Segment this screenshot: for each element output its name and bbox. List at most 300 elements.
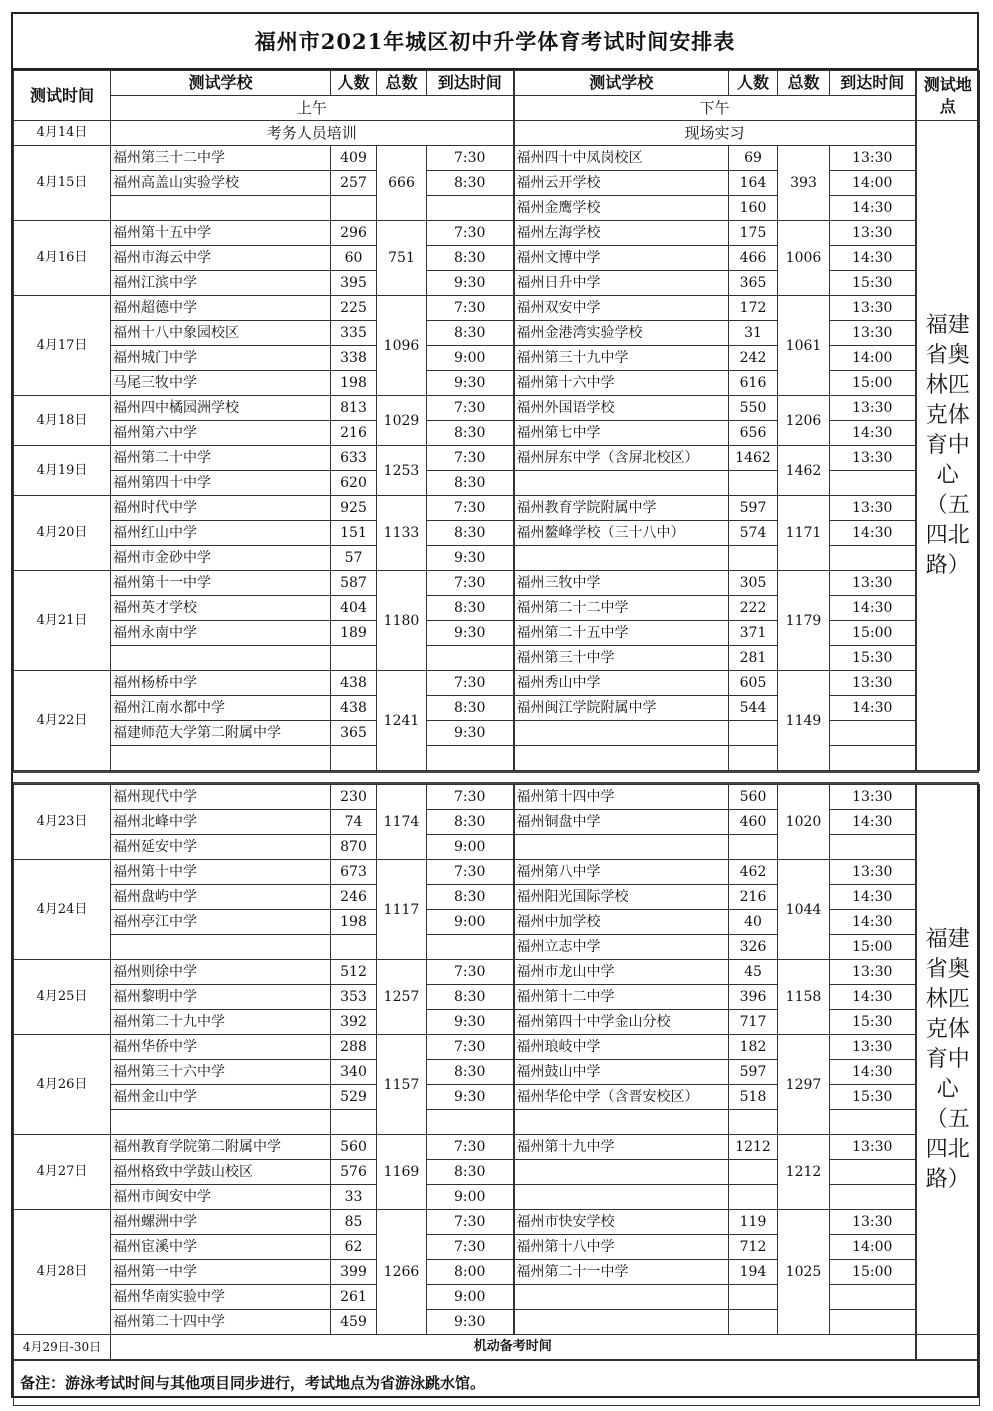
pm-count [729, 1160, 778, 1185]
pm-count: 45 [729, 960, 778, 985]
am-count: 673 [331, 860, 377, 885]
table-row [14, 1110, 980, 1135]
training-pm: 现场实习 [514, 121, 916, 146]
pm-count [729, 1310, 778, 1335]
am-arrive-time: 9:00 [427, 1185, 514, 1210]
table-row [14, 785, 980, 810]
pm-school: 福州市快安学校 [514, 1210, 729, 1235]
am-arrive-time: 9:30 [427, 721, 514, 746]
table-row [14, 935, 980, 960]
pm-total: 1212 [778, 1135, 830, 1210]
am-arrive-time: 8:30 [427, 1060, 514, 1085]
pm-count: 717 [729, 1010, 778, 1035]
pm-school [514, 546, 729, 571]
header-am-total: 总数 [377, 71, 427, 96]
am-total: 1180 [377, 571, 427, 671]
pm-arrive-time: 13:30 [830, 296, 916, 321]
am-school: 福州第十中学 [111, 860, 331, 885]
pm-count: 574 [729, 521, 778, 546]
table-row [14, 1285, 980, 1310]
pm-count: 216 [729, 885, 778, 910]
am-arrive-time: 7:30 [427, 396, 514, 421]
pm-arrive-time: 14:30 [830, 521, 916, 546]
am-count: 392 [331, 1010, 377, 1035]
pm-arrive-time: 13:30 [830, 860, 916, 885]
am-arrive-time: 8:30 [427, 171, 514, 196]
header-afternoon: 下午 [514, 96, 916, 121]
page-title: 福州市2021年城区初中升学体育考试时间安排表 [13, 14, 977, 70]
schedule-table-part2 [13, 784, 980, 1406]
table-row [14, 835, 980, 860]
pm-total: 1206 [778, 396, 830, 446]
pm-school [514, 471, 729, 496]
am-school: 福州江滨中学 [111, 271, 331, 296]
day-date: 4月17日 [14, 296, 111, 396]
am-count: 587 [331, 571, 377, 596]
pm-arrive-time: 13:30 [830, 496, 916, 521]
training-date: 4月14日 [14, 121, 111, 146]
am-school: 福州亭江中学 [111, 910, 331, 935]
pm-count: 544 [729, 696, 778, 721]
pm-school: 福州立志中学 [514, 935, 729, 960]
pm-school: 福州第三十九中学 [514, 346, 729, 371]
table-row [14, 1085, 980, 1110]
pm-arrive-time: 15:30 [830, 271, 916, 296]
pm-school [514, 1185, 729, 1210]
pm-school: 福州第二十五中学 [514, 621, 729, 646]
page-break [13, 771, 979, 784]
table-row [14, 596, 980, 621]
table-row [14, 171, 980, 196]
pm-arrive-time: 14:30 [830, 1060, 916, 1085]
header-test-time: 测试时间 [14, 71, 111, 121]
pm-school: 福州三牧中学 [514, 571, 729, 596]
day-date: 4月23日 [14, 785, 111, 860]
am-school [111, 196, 331, 221]
am-count: 512 [331, 960, 377, 985]
pm-count: 194 [729, 1260, 778, 1285]
am-arrive-time: 8:30 [427, 421, 514, 446]
am-school: 福州第三十二中学 [111, 146, 331, 171]
am-school: 福州第一中学 [111, 1260, 331, 1285]
pm-arrive-time: 13:30 [830, 221, 916, 246]
am-arrive-time: 8:30 [427, 1160, 514, 1185]
pm-school: 福州第十二中学 [514, 985, 729, 1010]
am-arrive-time: 8:00 [427, 1260, 514, 1285]
pm-count: 712 [729, 1235, 778, 1260]
am-count: 60 [331, 246, 377, 271]
am-arrive-time: 8:30 [427, 810, 514, 835]
am-school: 福州市海云中学 [111, 246, 331, 271]
header-morning: 上午 [111, 96, 514, 121]
table-row [14, 960, 980, 985]
am-school: 福州第二十中学 [111, 446, 331, 471]
pm-school: 福州左海学校 [514, 221, 729, 246]
pm-total: 1020 [778, 785, 830, 860]
am-arrive-time: 7:30 [427, 785, 514, 810]
pm-count: 172 [729, 296, 778, 321]
pm-count: 305 [729, 571, 778, 596]
am-count: 353 [331, 985, 377, 1010]
am-count: 870 [331, 835, 377, 860]
am-school: 福州教育学院第二附属中学 [111, 1135, 331, 1160]
pm-school: 福州阳光国际学校 [514, 885, 729, 910]
table-row [14, 346, 980, 371]
day-date: 4月21日 [14, 571, 111, 671]
am-school: 福州四中橘园洲学校 [111, 396, 331, 421]
am-count: 925 [331, 496, 377, 521]
pm-count: 462 [729, 860, 778, 885]
am-arrive-time: 9:30 [427, 271, 514, 296]
header-location: 测试地点 [916, 71, 980, 121]
am-count: 338 [331, 346, 377, 371]
pm-school: 福州第二十一中学 [514, 1260, 729, 1285]
am-arrive-time: 8:30 [427, 321, 514, 346]
reserve-text: 机动备考时间 [111, 1335, 916, 1361]
am-total: 1174 [377, 785, 427, 860]
pm-arrive-time [830, 835, 916, 860]
am-count [331, 935, 377, 960]
table-row [14, 546, 980, 571]
am-count: 438 [331, 671, 377, 696]
am-arrive-time: 8:30 [427, 521, 514, 546]
am-count: 85 [331, 1210, 377, 1235]
am-count: 576 [331, 1160, 377, 1185]
pm-arrive-time: 14:30 [830, 596, 916, 621]
day-date: 4月28日 [14, 1210, 111, 1335]
pm-arrive-time [830, 546, 916, 571]
am-total: 1029 [377, 396, 427, 446]
am-arrive-time [427, 935, 514, 960]
am-arrive-time: 9:30 [427, 621, 514, 646]
pm-total: 1044 [778, 860, 830, 960]
am-school: 福州第十五中学 [111, 221, 331, 246]
am-total: 1253 [377, 446, 427, 496]
am-total: 1157 [377, 1035, 427, 1135]
pm-arrive-time [830, 1310, 916, 1335]
am-arrive-time: 9:30 [427, 371, 514, 396]
pm-school [514, 835, 729, 860]
pm-count: 605 [729, 671, 778, 696]
pm-arrive-time: 15:00 [830, 1260, 916, 1285]
am-arrive-time [427, 196, 514, 221]
pm-school: 福州金鹰学校 [514, 196, 729, 221]
pm-total: 1149 [778, 671, 830, 771]
am-arrive-time: 7:30 [427, 446, 514, 471]
am-count: 404 [331, 596, 377, 621]
pm-count [729, 721, 778, 746]
pm-count: 31 [729, 321, 778, 346]
schedule-sheet [11, 12, 979, 1398]
am-total: 666 [377, 146, 427, 221]
table-row [14, 1260, 980, 1285]
pm-arrive-time: 13:30 [830, 1035, 916, 1060]
table-row [14, 221, 980, 246]
pm-count: 326 [729, 935, 778, 960]
am-arrive-time: 7:30 [427, 221, 514, 246]
pm-school: 福州第十九中学 [514, 1135, 729, 1160]
pm-count: 40 [729, 910, 778, 935]
pm-count: 656 [729, 421, 778, 446]
am-count: 395 [331, 271, 377, 296]
pm-count: 182 [729, 1035, 778, 1060]
pm-arrive-time [830, 1110, 916, 1135]
table-row [14, 671, 980, 696]
am-count: 399 [331, 1260, 377, 1285]
am-school: 福州永南中学 [111, 621, 331, 646]
am-school: 福州华南实验中学 [111, 1285, 331, 1310]
am-arrive-time: 8:30 [427, 696, 514, 721]
table-row [14, 810, 980, 835]
day-date: 4月19日 [14, 446, 111, 496]
am-count: 198 [331, 910, 377, 935]
table-row [14, 371, 980, 396]
pm-school: 福州教育学院附属中学 [514, 496, 729, 521]
am-arrive-time: 8:30 [427, 885, 514, 910]
table-row [14, 396, 980, 421]
reserve-location-empty [916, 1335, 980, 1361]
header-am-arrive: 到达时间 [427, 71, 514, 96]
am-count: 198 [331, 371, 377, 396]
pm-count: 597 [729, 496, 778, 521]
pm-school: 福州鼓山中学 [514, 1060, 729, 1085]
am-count: 813 [331, 396, 377, 421]
am-arrive-time: 9:30 [427, 1010, 514, 1035]
pm-count: 1462 [729, 446, 778, 471]
am-count: 151 [331, 521, 377, 546]
pm-school: 福州铜盘中学 [514, 810, 729, 835]
am-school: 福州市金砂中学 [111, 546, 331, 571]
am-count: 459 [331, 1310, 377, 1335]
pm-count [729, 1110, 778, 1135]
am-school: 福州华侨中学 [111, 1035, 331, 1060]
am-arrive-time: 9:30 [427, 1310, 514, 1335]
am-count: 74 [331, 810, 377, 835]
table-row [14, 321, 980, 346]
am-count: 365 [331, 721, 377, 746]
am-count: 261 [331, 1285, 377, 1310]
pm-arrive-time [830, 1160, 916, 1185]
pm-arrive-time: 13:30 [830, 146, 916, 171]
table-row [14, 421, 980, 446]
pm-total: 393 [778, 146, 830, 221]
am-count: 438 [331, 696, 377, 721]
pm-school: 福州云开学校 [514, 171, 729, 196]
pm-count [729, 546, 778, 571]
am-school: 福州市闽安中学 [111, 1185, 331, 1210]
pm-total: 1297 [778, 1035, 830, 1135]
am-count [331, 196, 377, 221]
table-row [14, 646, 980, 671]
pm-arrive-time: 13:30 [830, 1210, 916, 1235]
am-school: 福州超德中学 [111, 296, 331, 321]
pm-arrive-time: 14:30 [830, 910, 916, 935]
pm-count [729, 746, 778, 771]
am-school: 福州第四十中学 [111, 471, 331, 496]
am-school: 福州第三十六中学 [111, 1060, 331, 1085]
am-count: 230 [331, 785, 377, 810]
location-cell: 福建省奥林匹克体育中心（五四北路） [916, 785, 980, 1335]
am-school: 福州北峰中学 [111, 810, 331, 835]
pm-total: 1025 [778, 1210, 830, 1335]
am-count: 257 [331, 171, 377, 196]
am-arrive-time: 9:30 [427, 546, 514, 571]
header-pm-school: 测试学校 [514, 71, 729, 96]
am-arrive-time: 7:30 [427, 146, 514, 171]
table-row [14, 746, 980, 771]
table-row [14, 146, 980, 171]
am-total: 751 [377, 221, 427, 296]
am-school [111, 935, 331, 960]
am-school: 福州格致中学鼓山校区 [111, 1160, 331, 1185]
pm-school: 福州金港湾实验学校 [514, 321, 729, 346]
pm-arrive-time: 14:00 [830, 346, 916, 371]
table-row [14, 296, 980, 321]
am-count: 225 [331, 296, 377, 321]
am-school [111, 746, 331, 771]
table-row [14, 860, 980, 885]
am-arrive-time: 9:00 [427, 346, 514, 371]
am-arrive-time [427, 646, 514, 671]
header-pm-arrive: 到达时间 [830, 71, 916, 96]
pm-arrive-time: 13:30 [830, 396, 916, 421]
am-school: 福州盘屿中学 [111, 885, 331, 910]
location-cell: 福建省奥林匹克体育中心（五四北路） [916, 121, 980, 771]
table-row [14, 1035, 980, 1060]
pm-school: 福州第十八中学 [514, 1235, 729, 1260]
day-date: 4月15日 [14, 146, 111, 221]
training-am: 考务人员培训 [111, 121, 514, 146]
am-count: 335 [331, 321, 377, 346]
pm-count: 281 [729, 646, 778, 671]
am-arrive-time: 7:30 [427, 571, 514, 596]
pm-school: 福州第七中学 [514, 421, 729, 446]
am-school: 马尾三牧中学 [111, 371, 331, 396]
am-arrive-time: 8:30 [427, 596, 514, 621]
pm-count [729, 835, 778, 860]
table-row [14, 246, 980, 271]
pm-count: 597 [729, 1060, 778, 1085]
pm-arrive-time: 13:30 [830, 321, 916, 346]
am-arrive-time: 7:30 [427, 496, 514, 521]
am-arrive-time: 8:30 [427, 985, 514, 1010]
pm-count: 560 [729, 785, 778, 810]
header-pm-total: 总数 [778, 71, 830, 96]
pm-count: 460 [729, 810, 778, 835]
pm-school: 福州第十六中学 [514, 371, 729, 396]
table-row [14, 696, 980, 721]
am-school: 福州时代中学 [111, 496, 331, 521]
am-school: 福州第二十九中学 [111, 1010, 331, 1035]
pm-school: 福州日升中学 [514, 271, 729, 296]
pm-arrive-time [830, 721, 916, 746]
am-arrive-time: 7:30 [427, 1210, 514, 1235]
table-row [14, 471, 980, 496]
am-school [111, 1110, 331, 1135]
pm-school: 福州华伦中学（含晋安校区） [514, 1085, 729, 1110]
am-count: 288 [331, 1035, 377, 1060]
am-school: 福州红山中学 [111, 521, 331, 546]
am-count: 529 [331, 1085, 377, 1110]
am-arrive-time: 9:30 [427, 1085, 514, 1110]
pm-arrive-time: 14:30 [830, 885, 916, 910]
pm-count: 164 [729, 171, 778, 196]
pm-count: 550 [729, 396, 778, 421]
am-total: 1169 [377, 1135, 427, 1210]
pm-school: 福州第十四中学 [514, 785, 729, 810]
day-date: 4月18日 [14, 396, 111, 446]
am-arrive-time: 7:30 [427, 1135, 514, 1160]
am-arrive-time: 8:30 [427, 246, 514, 271]
day-date: 4月27日 [14, 1135, 111, 1210]
pm-school: 福州市龙山中学 [514, 960, 729, 985]
am-arrive-time: 9:00 [427, 1285, 514, 1310]
pm-count: 466 [729, 246, 778, 271]
am-school: 福州黎明中学 [111, 985, 331, 1010]
table-row [14, 1060, 980, 1085]
am-arrive-time: 8:30 [427, 471, 514, 496]
am-arrive-time: 9:00 [427, 910, 514, 935]
pm-school: 福州鳌峰学校（三十八中） [514, 521, 729, 546]
am-total: 1257 [377, 960, 427, 1035]
pm-school [514, 721, 729, 746]
am-school: 福州高盖山实验学校 [111, 171, 331, 196]
pm-total: 1158 [778, 960, 830, 1035]
table-row [14, 1235, 980, 1260]
pm-count: 518 [729, 1085, 778, 1110]
table-row [14, 1160, 980, 1185]
day-date: 4月25日 [14, 960, 111, 1035]
pm-school: 福州第二十二中学 [514, 596, 729, 621]
am-school: 福建师范大学第二附属中学 [111, 721, 331, 746]
pm-arrive-time: 15:00 [830, 371, 916, 396]
pm-school: 福州四十中凤岗校区 [514, 146, 729, 171]
pm-school [514, 1160, 729, 1185]
am-arrive-time: 7:30 [427, 296, 514, 321]
pm-count: 119 [729, 1210, 778, 1235]
am-arrive-time: 7:30 [427, 671, 514, 696]
pm-count: 616 [729, 371, 778, 396]
pm-arrive-time [830, 1285, 916, 1310]
am-count: 57 [331, 546, 377, 571]
am-count: 620 [331, 471, 377, 496]
am-arrive-time: 7:30 [427, 860, 514, 885]
am-school: 福州金山中学 [111, 1085, 331, 1110]
am-arrive-time [427, 746, 514, 771]
table-row [14, 621, 980, 646]
pm-arrive-time: 14:30 [830, 810, 916, 835]
am-arrive-time: 7:30 [427, 1035, 514, 1060]
am-count: 62 [331, 1235, 377, 1260]
am-count: 340 [331, 1060, 377, 1085]
pm-count: 242 [729, 346, 778, 371]
pm-school: 福州屏东中学（含屏北校区） [514, 446, 729, 471]
pm-count: 371 [729, 621, 778, 646]
pm-count [729, 1285, 778, 1310]
table-row [14, 271, 980, 296]
table-row [14, 1010, 980, 1035]
pm-arrive-time: 15:30 [830, 1085, 916, 1110]
pm-total: 1061 [778, 296, 830, 396]
pm-arrive-time: 15:00 [830, 621, 916, 646]
am-count [331, 646, 377, 671]
pm-arrive-time: 14:30 [830, 985, 916, 1010]
pm-arrive-time: 14:30 [830, 196, 916, 221]
table-row [14, 571, 980, 596]
pm-total: 1462 [778, 446, 830, 496]
am-school: 福州螺洲中学 [111, 1210, 331, 1235]
table-row [14, 1185, 980, 1210]
